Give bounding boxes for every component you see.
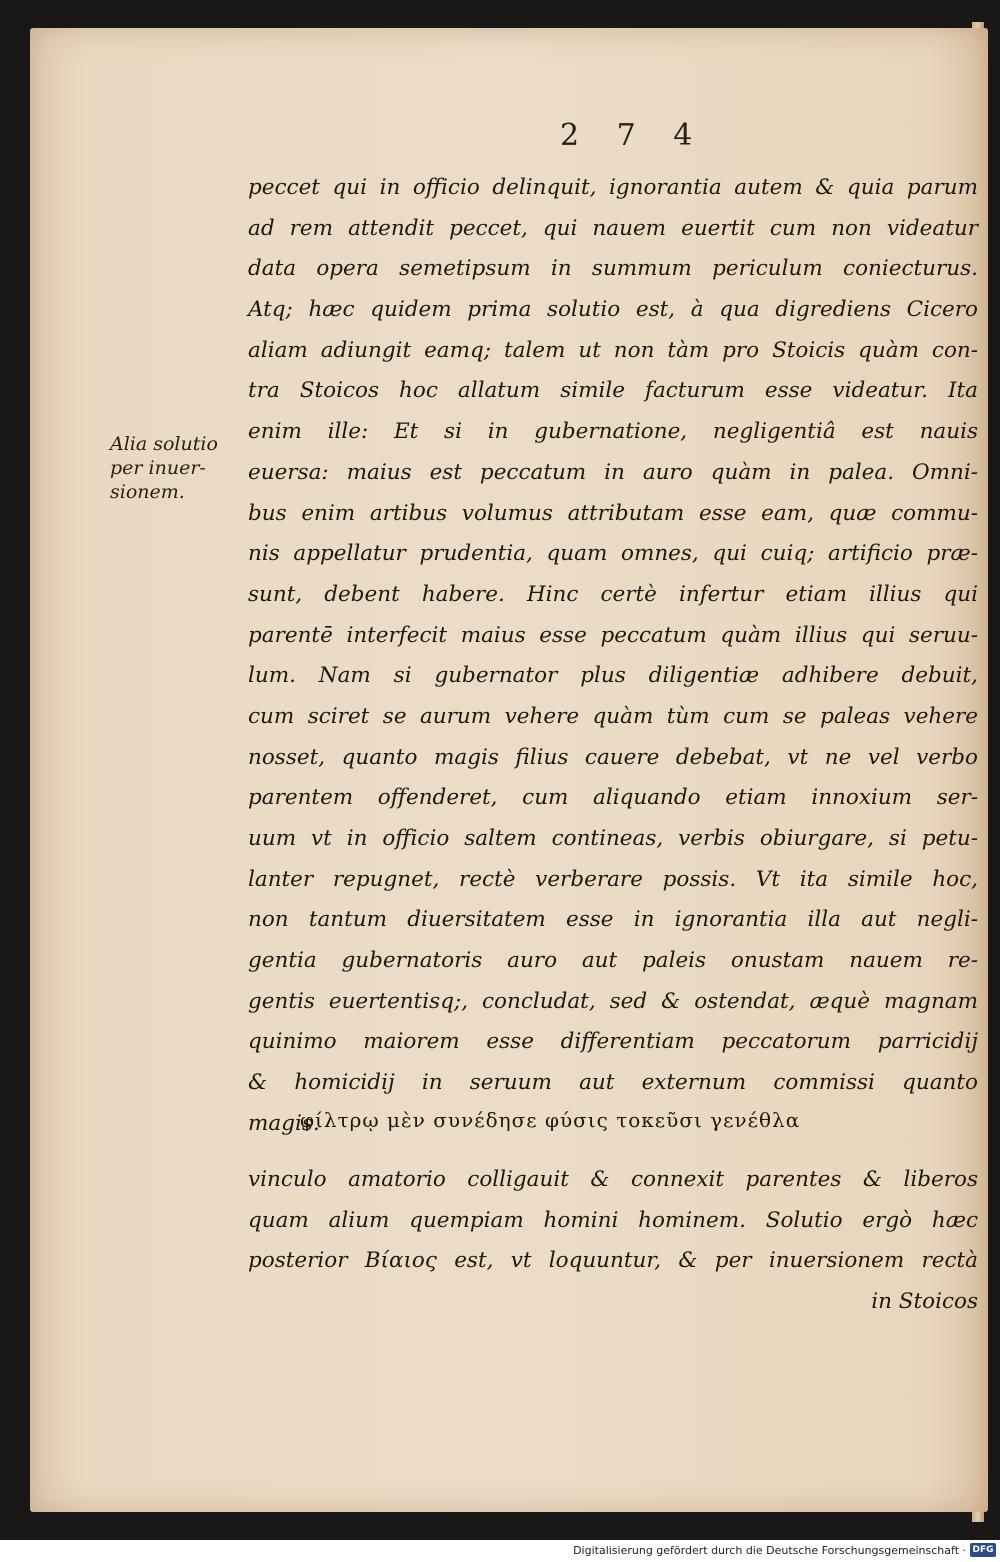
text-line: data opera semetipsum in summum periculum coniecturus. bbox=[248, 256, 978, 282]
margin-note-line: per inuer- bbox=[110, 457, 206, 479]
text-line: nosset, quanto magis filius cauere debebat, vt ne vel verbo bbox=[248, 744, 978, 770]
text-line: posterior Βίαιος est, vt loquuntur, & per inuersionem rectà bbox=[248, 1248, 978, 1274]
text-line: sunt, debent habere. Hinc certè infertur etiam illius qui bbox=[248, 581, 978, 607]
text-line: lanter repugnet, rectè verberare possis. Vt ita simile hoc, bbox=[248, 866, 978, 892]
text-line: magis. bbox=[248, 1110, 320, 1136]
text-line: bus enim artibus volumus attributam esse eam, quæ commu- bbox=[248, 500, 978, 526]
text-line: gentia gubernatoris auro aut paleis onustam nauem re- bbox=[248, 948, 978, 974]
text-line: vinculo amatorio colligauit & connexit parentes & liberos bbox=[248, 1167, 978, 1192]
margin-note bbox=[110, 432, 250, 504]
body-text bbox=[248, 168, 978, 1145]
funding-notice: Digitalisierung gefördert durch die Deutsche Forschungsgemeinschaft · bbox=[573, 1544, 966, 1557]
text-line: quinimo maiorem esse differentiam peccatorum parricidij bbox=[248, 1029, 978, 1055]
text-line: euersa: maius est peccatum in auro quàm in palea. Omni- bbox=[248, 459, 978, 485]
text-line: peccet qui in officio delinquit, ignorantia autem & quia parum bbox=[248, 175, 978, 200]
page-number: 2 7 4 bbox=[560, 118, 707, 153]
greek-verse: φίλτρῳ μὲν συνέδησε φύσις τοκεῦσι γενέθλα bbox=[300, 1108, 801, 1132]
margin-note-line: Alia solutio bbox=[110, 433, 218, 455]
body-text-continued bbox=[248, 1160, 978, 1323]
text-line: ad rem attendit peccet, qui nauem euertit cum non videatur bbox=[248, 215, 978, 241]
dfg-logo-icon: DFG bbox=[970, 1543, 996, 1557]
text-line: enim ille: Et si in gubernatione, negligentiâ est nauis bbox=[248, 419, 978, 445]
margin-note-line: sionem. bbox=[110, 481, 185, 503]
text-line: lum. Nam si gubernator plus diligentiæ adhibere debuit, bbox=[248, 663, 978, 689]
text-line: non tantum diuersitatem esse in ignorantia illa aut negli- bbox=[248, 907, 978, 933]
text-line: nis appellatur prudentia, quam omnes, qui cuiq; artificio præ- bbox=[248, 541, 978, 567]
text-line: & homicidij in seruum aut externum commissi quanto bbox=[248, 1070, 978, 1096]
text-line: tra Stoicos hoc allatum simile facturum esse videatur. Ita bbox=[248, 378, 978, 404]
footer-bar bbox=[0, 1540, 1000, 1562]
text-line: aliam adiungit eamq; talem ut non tàm pro Stoicis quàm con- bbox=[248, 337, 978, 363]
text-line: parentē interfecit maius esse peccatum quàm illius qui seruu- bbox=[248, 622, 978, 648]
text-line: gentis euertentisq;, concludat, sed & ostendat, æquè magnam bbox=[248, 988, 978, 1014]
catchword-line: in Stoicos bbox=[871, 1289, 978, 1315]
text-line: parentem offenderet, cum aliquando etiam innoxium ser- bbox=[248, 785, 978, 811]
text-line: uum vt in officio saltem contineas, verbis obiurgare, si petu- bbox=[248, 826, 978, 851]
text-line: Atq; hæc quidem prima solutio est, à qua digrediens Cicero bbox=[248, 297, 978, 323]
text-line: quam alium quempiam homini hominem. Solutio ergò hæc bbox=[248, 1207, 978, 1233]
text-line: cum sciret se aurum vehere quàm tùm cum se paleas vehere bbox=[248, 703, 978, 729]
